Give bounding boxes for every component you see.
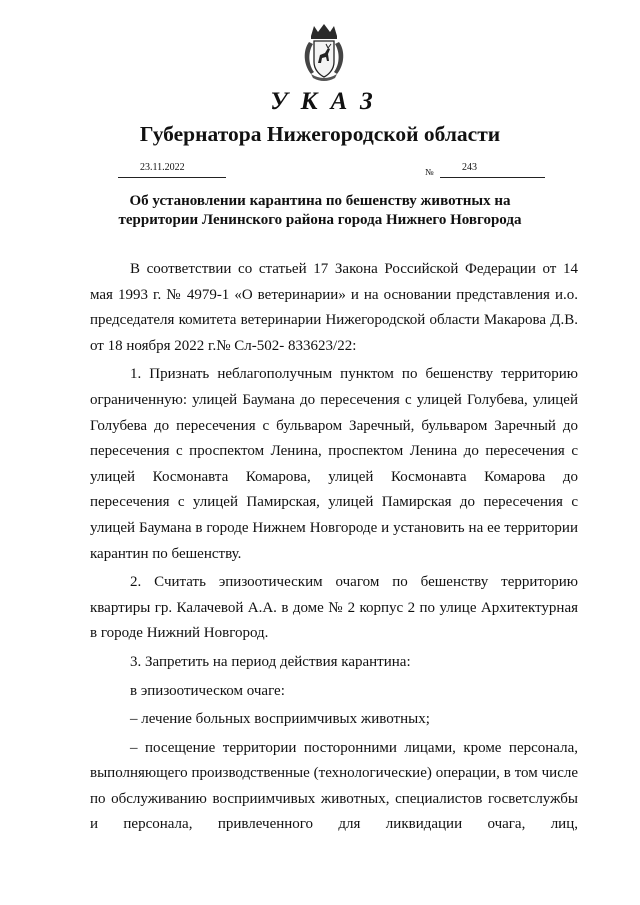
title-line-2: территории Ленинского района города Нижнего Новгорода <box>118 212 522 228</box>
item-3-paragraph: 3. Запретить на период действия карантина: <box>130 653 411 670</box>
date-value: 23.11.2022 <box>140 162 185 173</box>
dash-item-2: – посещение территории посторонними лицами, кроме персонала, выполняющего производственные (технологические) операции, в том числе по обслуживанию восприимчивых животных, специалистов госветслужбы и персонала, привлеченного для ликвидации очага, лиц, <box>90 739 578 833</box>
issuer-heading: Губернатора Нижегородской области <box>139 122 501 146</box>
number-label: № <box>425 167 434 177</box>
number-field <box>440 162 545 178</box>
item-1-paragraph: 1. Признать неблагополучным пунктом по бешенству территорию ограниченную: улицей Баумана до пересечения с улицей Голубева, улицей Голубева до пересечения с бульваром Заречный, бульваром Заречный до пересечения с проспектом Ленина, проспектом Ленина до пересечения с улицей Космонавта Комарова, улицей Космонавта Комарова до пересечения с улицей Памирская, улицей Памирская до пересечения с улицей Баумана в городе Нижнем Новгороде и установить на ее территории карантин по бешенству. <box>90 366 578 562</box>
title-line-1: Об установлении карантина по бешенству животных на <box>129 193 511 209</box>
intro-paragraph: В соответствии со статьей 17 Закона Российской Федерации от 14 мая 1993 г. № 4979-1 «О ветеринарии» и на основании представления и.о. председателя комитета ветеринарии Нижегородской области Макарова Д.В. от 18 ноября 2022 г.№ Сл-502- 833623/22: <box>90 261 578 354</box>
document-type-heading: УКАЗ <box>270 88 386 115</box>
document-body <box>90 257 578 841</box>
document-title <box>0 192 640 230</box>
item-2-paragraph: 2. Считать эпизоотическим очагом по бешенству территорию квартиры гр. Калачевой А.А. в доме № 2 корпус 2 по улице Архитектурная в городе Нижний Новгород. <box>90 574 578 642</box>
focus-subheading: в эпизоотическом очаге: <box>130 682 285 699</box>
number-value: 243 <box>462 162 477 173</box>
date-field <box>118 162 226 178</box>
coat-of-arms-emblem <box>301 22 347 82</box>
dash-item-1: – лечение больных восприимчивых животных; <box>130 711 430 728</box>
